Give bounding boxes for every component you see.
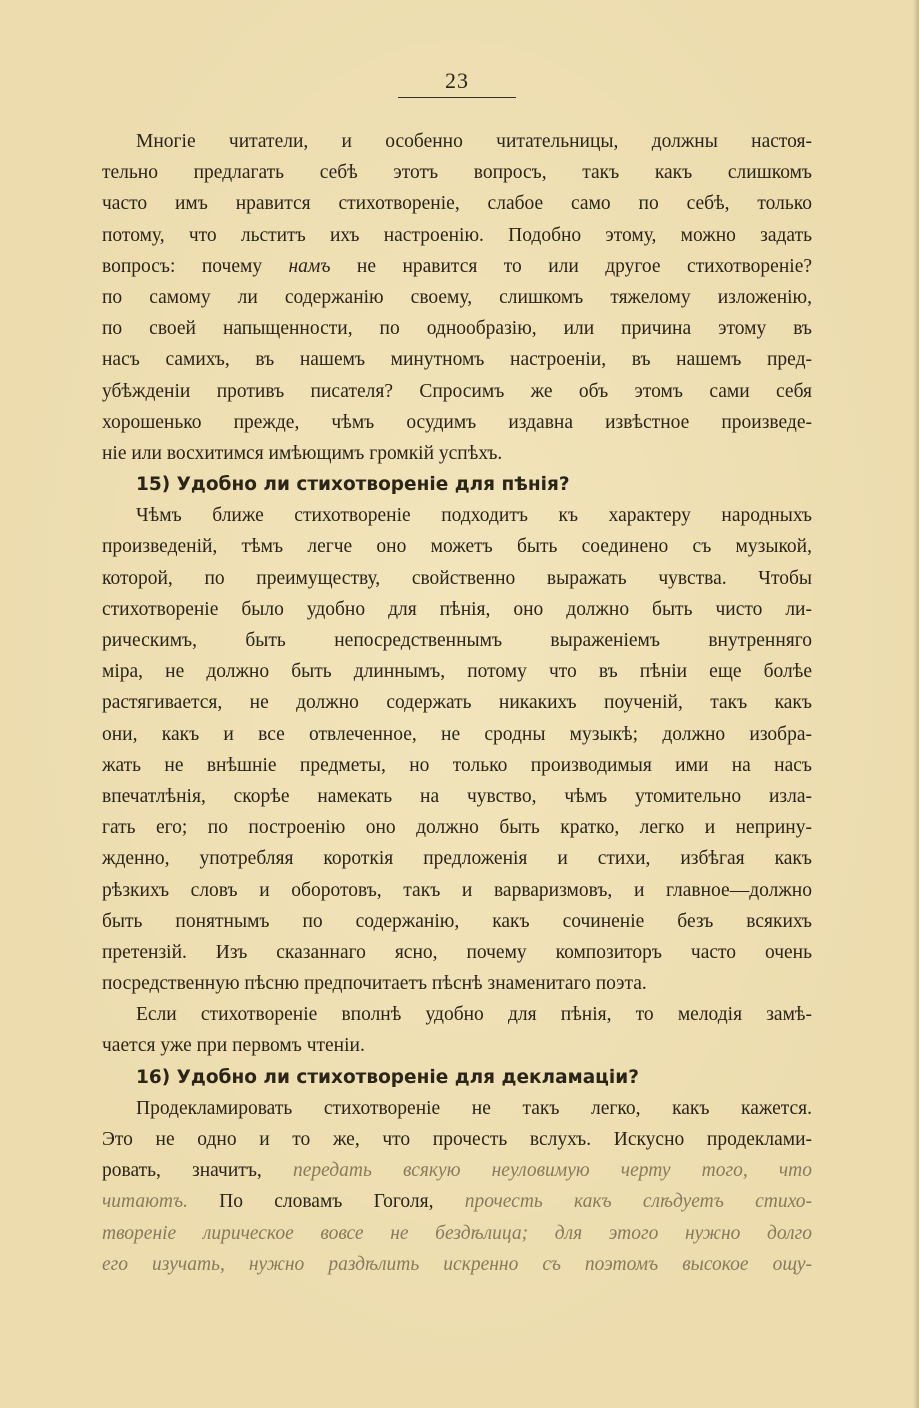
quoted-italic-text: читаютъ.	[102, 1191, 188, 1213]
quoted-italic-text: передать всякую неуловимую черту того, что	[292, 1160, 812, 1182]
section-heading: 16) Удобно ли стихотвореніе для декламаціи?	[136, 1066, 639, 1088]
text-span: ровать, значитъ,	[102, 1160, 293, 1182]
text-line: ніе или восхитимся имѣющимъ громкій успѣхъ.	[102, 442, 503, 464]
text-line: посредственную пѣсню предпочитаетъ пѣснѣ знаменитаго поэта.	[102, 973, 647, 995]
emphasized-word: намъ	[288, 255, 331, 277]
quoted-italic-text: твореніе лирическое вовсе не бездѣлица; для этого нужно долго	[102, 1222, 812, 1244]
text-line: потому, что льститъ ихъ настроенію. Подобно этому, можно задать	[102, 224, 812, 246]
section-heading: 15) Удобно ли стихотвореніе для пѣнія?	[136, 474, 570, 496]
text-line: рическимъ, быть непосредственнымъ выраженіемъ внутренняго	[102, 630, 812, 651]
text-line: претензій. Изъ сказаннаго ясно, почему композиторъ часто очень	[102, 941, 812, 963]
text-line	[102, 251, 812, 282]
text-line: Это не одно и то же, что прочесть вслухъ. Искусно продеклами-	[102, 1129, 812, 1150]
page-edge	[913, 0, 919, 1408]
text-line: часто имъ нравится стихотвореніе, слабое само по себѣ, только	[102, 193, 812, 215]
text-line: впечатлѣнія, скорѣе намекать на чувство, чѣмъ утомительно изла-	[102, 785, 812, 807]
text-line: Чѣмъ ближе стихотвореніе подходитъ къ характеру народныхъ	[136, 505, 812, 527]
text-line	[102, 1186, 812, 1217]
text-line: которой, по преимуществу, свойственно выражать чувства. Чтобы	[102, 567, 812, 589]
quoted-italic-text: его изучать, нужно раздѣлить искренно съ поэтомъ высокое ощу-	[102, 1253, 812, 1275]
text-line: Многіе читатели, и особенно читательницы, должны настоя-	[136, 131, 812, 152]
text-line: убѣжденіи противъ писателя? Спросимъ же объ этомъ сами себя	[102, 380, 812, 402]
text-line: гать его; по построенію оно должно быть кратко, легко и неприну-	[102, 817, 812, 839]
text-line: по самому ли содержанію своему, слишкомъ тяжелому изложенію,	[102, 286, 812, 308]
text-line: жденно, употребляя короткія предложенія и стихи, избѣгая какъ	[102, 848, 812, 870]
text-line: произведеній, тѣмъ легче оно можетъ быть соединено съ музыкой,	[102, 536, 812, 558]
text-line: растягивается, не должно содержать никакихъ поученій, такъ какъ	[102, 692, 812, 714]
text-span: По словамъ Гоголя,	[187, 1191, 465, 1213]
text-line: по своей напыщенности, по однообразію, или причина этому въ	[102, 318, 812, 340]
header-rule	[398, 97, 516, 98]
text-line: рѣзкихъ словъ и оборотовъ, такъ и варваризмовъ, и главное—должно	[102, 879, 812, 901]
text-line: хорошенько прежде, чѣмъ осудимъ издавна извѣстное произведе-	[102, 411, 812, 433]
text-line: Если стихотвореніе вполнѣ удобно для пѣнія, то мелодія замѣ-	[136, 1004, 812, 1026]
text-span: не нравится то или другое стихотвореніе?	[330, 255, 812, 277]
quoted-italic-text: прочесть какъ слѣдуетъ стихо-	[464, 1191, 812, 1213]
text-line: тельно предлагать себѣ этотъ вопросъ, такъ какъ слишкомъ	[102, 162, 812, 184]
text-line	[102, 1155, 812, 1186]
text-line: міра, не должно быть длиннымъ, потому что въ пѣніи еще болѣе	[102, 661, 812, 683]
text-line: жать не внѣшніе предметы, но только производимыя ими на насъ	[102, 754, 812, 776]
text-line	[102, 1218, 812, 1249]
text-line	[102, 1249, 812, 1280]
page-text	[102, 126, 812, 1280]
text-line: стихотвореніе было удобно для пѣнія, оно должно быть чисто ли-	[102, 598, 812, 620]
page-number: 23	[445, 68, 469, 93]
text-line: они, какъ и все отвлеченное, не сродны музыкѣ; должно изобра-	[102, 723, 812, 745]
text-span: вопросъ: почему	[102, 255, 289, 277]
text-line: чается уже при первомъ чтеніи.	[102, 1035, 365, 1057]
text-line: быть понятнымъ по содержанію, какъ сочиненіе безъ всякихъ	[102, 910, 812, 932]
text-line: Продекламировать стихотвореніе не такъ легко, какъ кажется.	[136, 1097, 812, 1119]
text-line: насъ самихъ, въ нашемъ минутномъ настроеніи, въ нашемъ пред-	[102, 349, 812, 371]
